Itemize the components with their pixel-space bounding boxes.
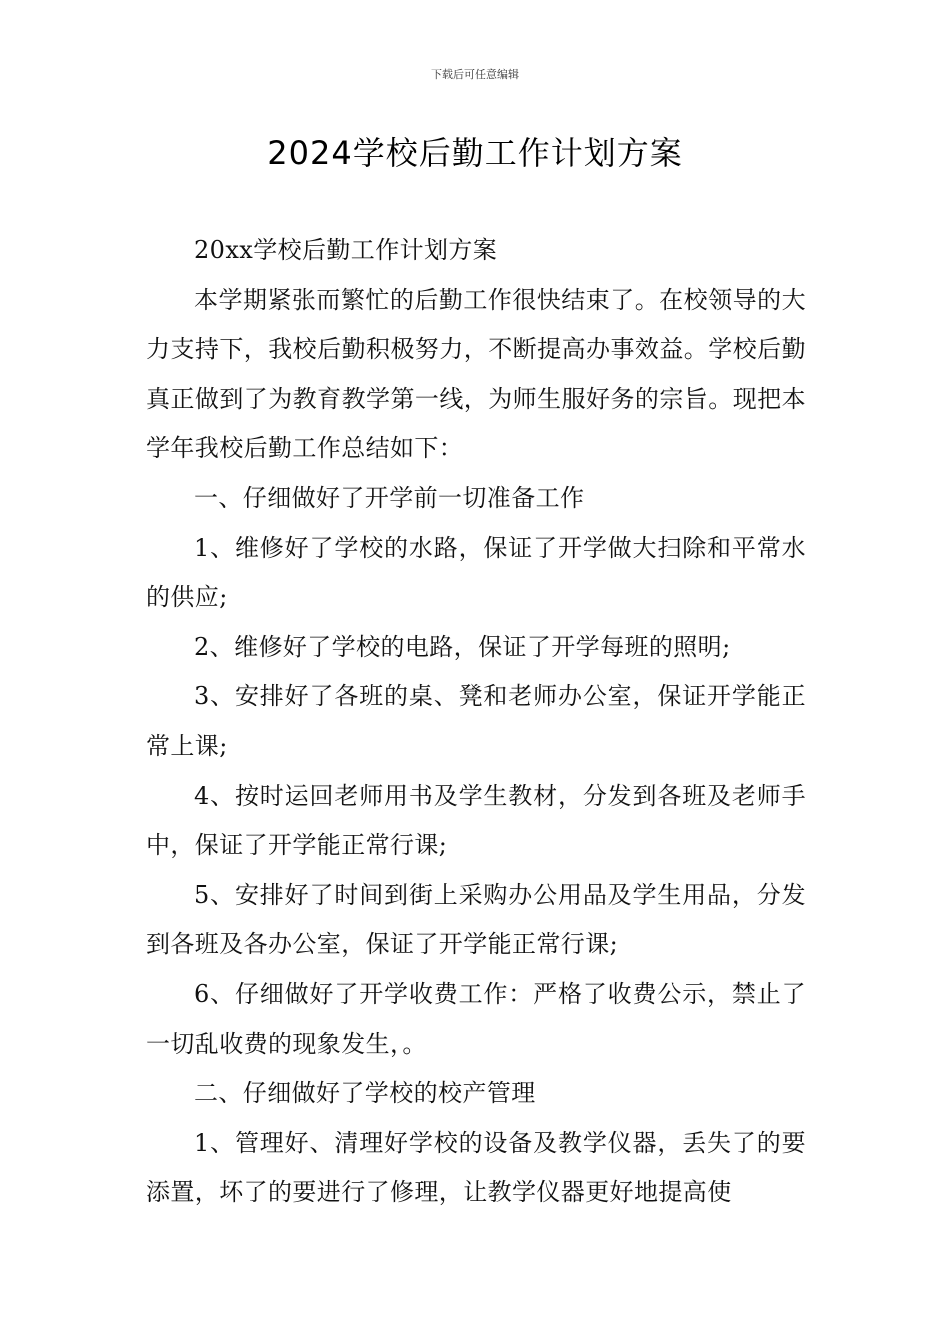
list-item: 1、管理好、清理好学校的设备及教学仪器，丢失了的要添置，坏了的要进行了修理，让教学仪器更好地提高使 [146, 1128, 806, 1207]
list-item: 2、维修好了学校的电路，保证了开学每班的照明; [194, 632, 731, 661]
paragraph-intro: 本学期紧张而繁忙的后勤工作很快结束了。在校领导的大力支持下，我校后勤积极努力，不断提高办事效益。学校后勤真正做到了为教育教学第一线，为师生服好务的宗旨。现把本学年我校后勤工作总结如下： [146, 285, 806, 463]
list-item: 1、维修好了学校的水路，保证了开学做大扫除和平常水的供应; [146, 533, 806, 612]
document-body [146, 226, 806, 1218]
header-note: 下载后可任意编辑 [431, 68, 519, 81]
section-heading-2: 二、仔细做好了学校的校产管理 [194, 1079, 536, 1108]
section-heading-1: 一、仔细做好了开学前一切准备工作 [194, 483, 585, 512]
list-item: 4、按时运回老师用书及学生教材，分发到各班及老师手中，保证了开学能正常行课; [146, 781, 806, 860]
paragraph-subtitle: 20xx学校后勤工作计划方案 [194, 236, 498, 264]
document-title: 2024学校后勤工作计划方案 [267, 134, 683, 172]
list-item: 3、安排好了各班的桌、凳和老师办公室，保证开学能正常上课; [146, 682, 806, 760]
list-item: 5、安排好了时间到街上采购办公用品及学生用品，分发到各班及各办公室，保证了开学能正常行课; [146, 880, 806, 959]
list-item: 6、仔细做好了开学收费工作：严格了收费公示，禁止了一切乱收费的现象发生，。 [146, 979, 806, 1058]
